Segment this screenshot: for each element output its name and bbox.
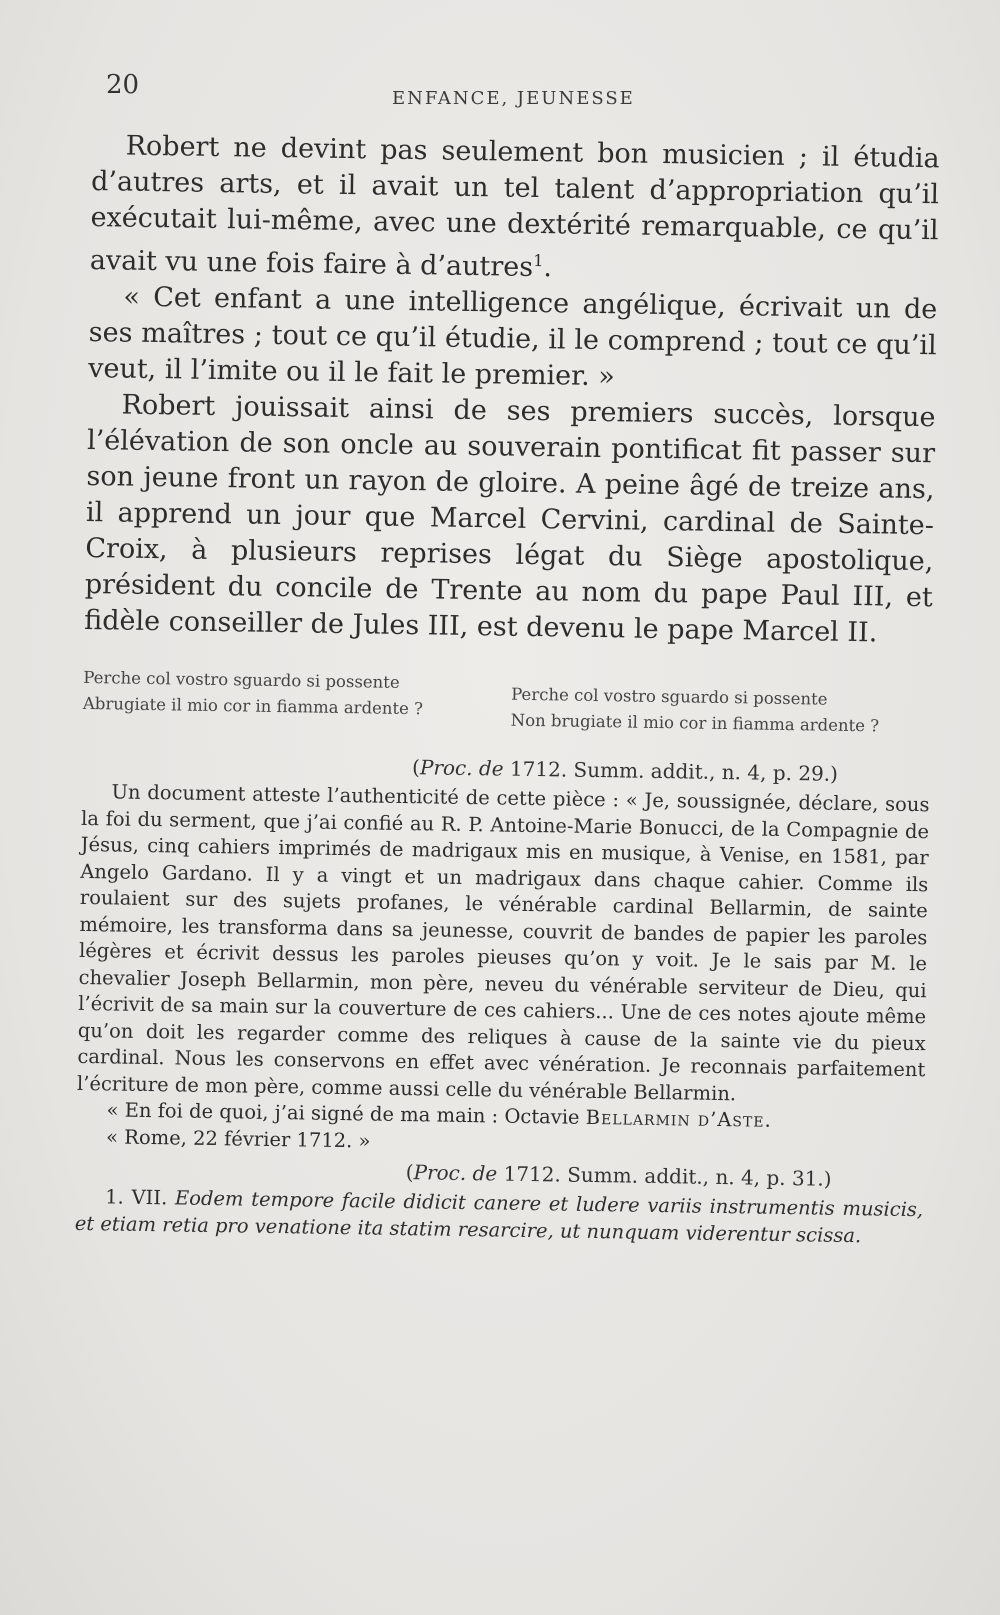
paragraph-1-end: . [543, 252, 553, 284]
verse-original [83, 665, 504, 724]
paragraph-3: Robert jouissait ainsi de ses premiers succès, lorsque l’élévation de son oncle au souverain pontificat fit passer sur son jeune front un rayon de gloire. A peine âgé de treize ans, il apprend un jour que Marcel Cervini, cardinal de Sainte-Croix, à plusieurs reprises légat du Siège apostolique, président du concile de Trente au nom du pape Paul III, et fidèle conseiller de Jules III, est devenu le pape Marcel II. [84, 389, 936, 649]
page-body [75, 128, 940, 1250]
footnote-latin: Eodem tempore facile didicit canere et ludere variis instrumentis musicis, et etiam retia pro venatione ita statim resarcire, ut nunquam viderentur scissa. [74, 1186, 924, 1247]
citation-open: ( [405, 1160, 414, 1185]
signature-end: . [764, 1108, 771, 1132]
date-line: « Rome, 22 février 1712. » [105, 1124, 371, 1152]
document-quote: Un document atteste l’authenticité de cette pièce : « Je, soussignée, déclare, sous la foi du serment, que j’ai confié au R. P. Antoine-Marie Bonucci, de la Compagnie de Jésus, cinq cahiers imprimés de madrigaux mis en musique, à Venise, en 1581, par Angelo Gardano. Il y a vingt et un madrigaux dans chaque cahier. Comme ils roulaient sur des sujets profanes, le vénérable cardinal Bellarmin, de sainte mémoire, les transforma dans sa jeunesse, couvrit de bandes de papier les paroles légères et écrivit dessus les paroles pieuses qu’on y voit. Je le sais par M. le chevalier Joseph Bellarmin, mon père, neveu du vénérable serviteur de Dieu, qui l’écrivit de sa main sur la couverture de ces cahiers... Une de ces notes ajoute même qu’on doit les regarder comme des reliques à cause de la sainte vie du pieux cardinal. Nous les conservons en effet avec vénération. Je reconnais parfaitement l’écriture de mon père, comme aussi celle du vénérable Bellarmin. [76, 780, 930, 1105]
footnote-ref: 1 [533, 250, 544, 271]
signature-name: Bellarmin [585, 1105, 691, 1131]
page-number: 20 [106, 70, 140, 100]
footnote-label: 1. VII. [105, 1185, 168, 1210]
paragraph-1 [90, 128, 940, 292]
verse-line: Perche col vostro sguardo si possente [83, 667, 400, 692]
footnote [75, 1184, 924, 1250]
madrigal-verses [82, 665, 931, 758]
verse-line: Perche col vostro sguardo si possente [511, 684, 828, 709]
verse-line: Abrugiate il mio cor in fiamma ardente ? [82, 693, 424, 719]
citation-rest: 1712. Summ. addit., n. 4, p. 29.) [503, 756, 839, 786]
paragraph-1-text: Robert ne devint pas seulement bon musicien ; il étudia d’autres arts, et il avait un tel talent d’appropriation qu’il exécutait lui-même, avec une dextérité remarquable, ce qu’il avait vu une fois faire à d’autres [89, 130, 940, 283]
signature-prefix: « En foi de quoi, j’ai signé de ma main : Octavie [106, 1098, 586, 1129]
citation-proc: Proc. de [419, 755, 504, 781]
signature-mid: d’ [690, 1107, 718, 1131]
running-title: ENFANCE, JEUNESSE [392, 88, 635, 109]
citation-rest: 1712. Summ. addit., n. 4, p. 31.) [497, 1161, 832, 1191]
verse-line: Non brugiate il mio cor in fiamma ardente ? [510, 710, 880, 736]
signature-place: Aste [717, 1107, 765, 1132]
citation-open: ( [411, 755, 421, 780]
paragraph-2: « Cet enfant a une intelligence angélique, écrivait un de ses maîtres ; tout ce qu’il étudie, il le comprend ; tout ce qu’il veut, il l’imite ou il le fait le premier. » [87, 281, 938, 393]
verse-variant [511, 682, 932, 741]
citation-proc: Proc. de [413, 1160, 498, 1186]
